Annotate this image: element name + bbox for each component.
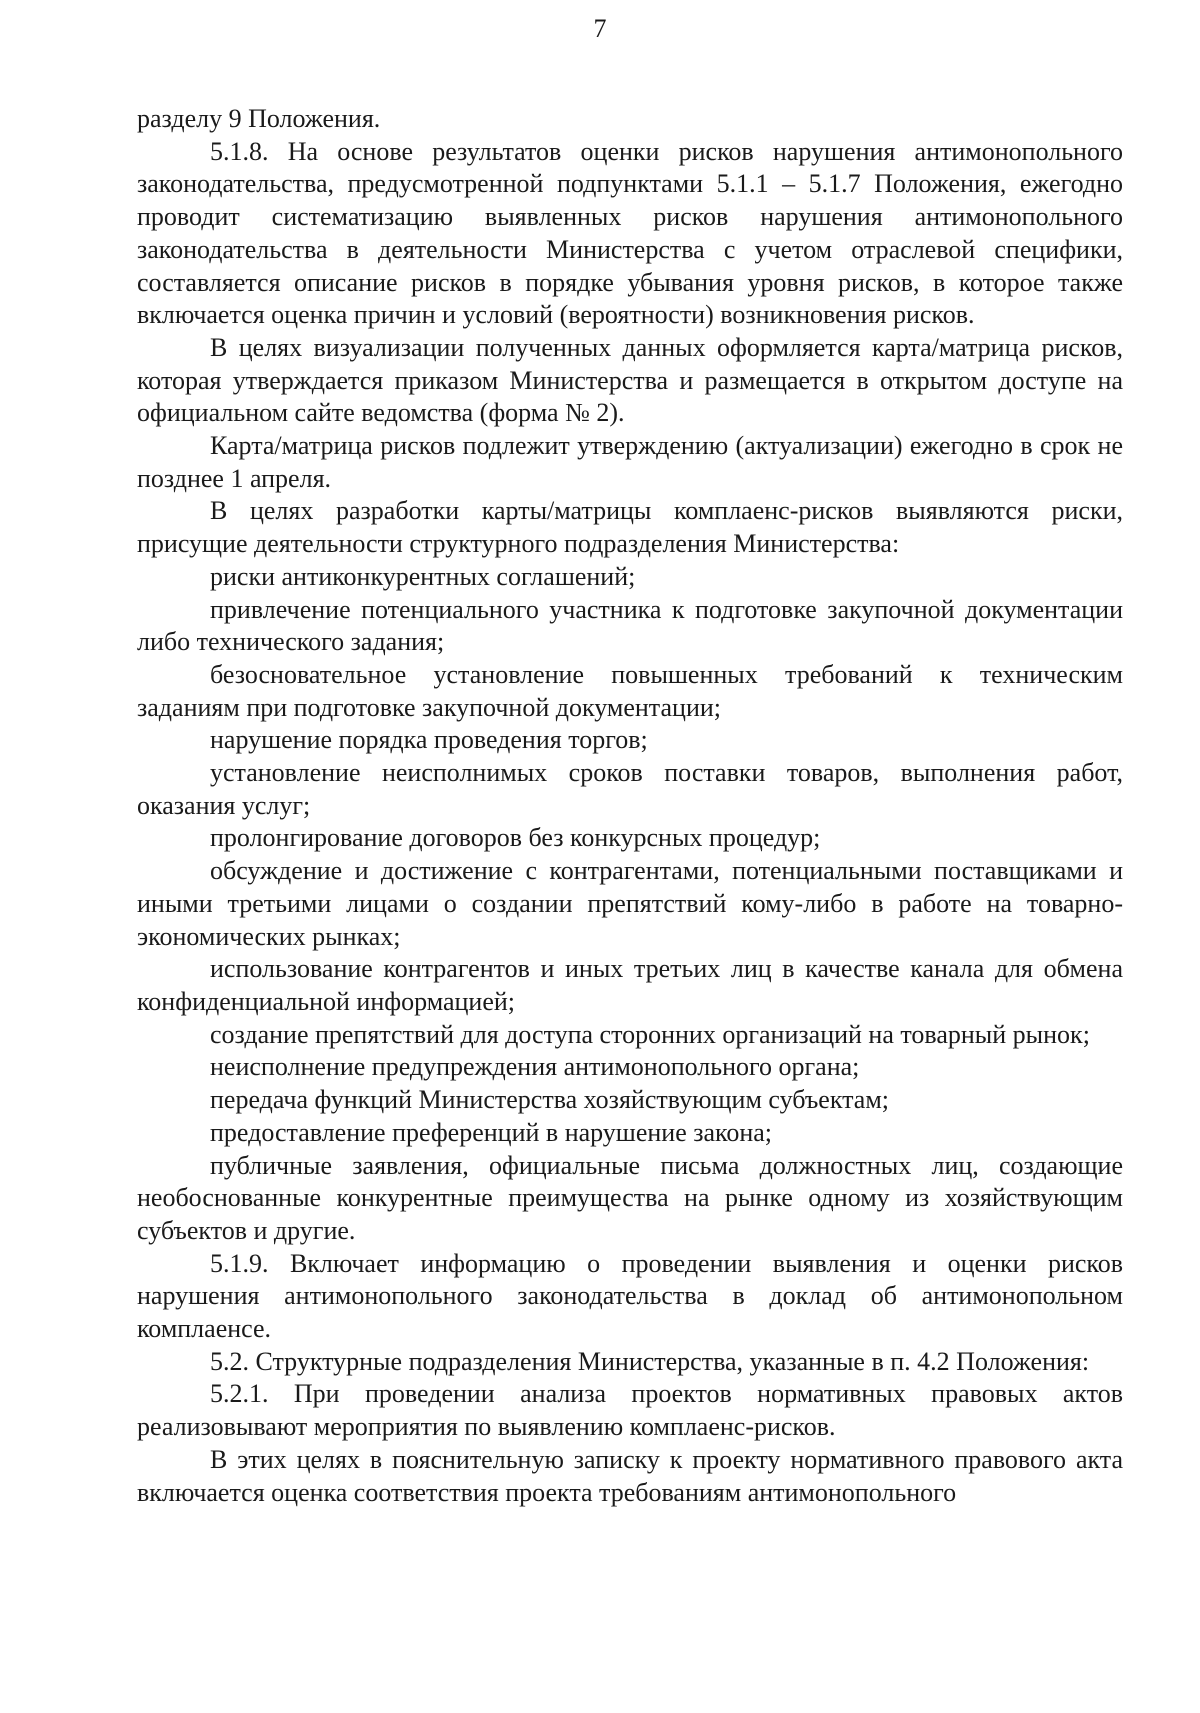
list-item: установление неисполнимых сроков поставки товаров, выполнения работ, оказания услуг; [137, 758, 1123, 820]
paragraph: 5.1.9. Включает информацию о проведении выявления и оценки рисков нарушения антимонопольного законодательства в доклад об антимонопольном комплаенсе. [137, 1248, 1123, 1344]
document-body [137, 103, 1123, 1509]
list-item: публичные заявления, официальные письма должностных лиц, создающие необоснованные конкурентные преимущества на рынке одному из хозяйствующим субъектов и другие. [137, 1150, 1123, 1245]
list-item: создание препятствий для доступа сторонних организаций на товарный рынок; [210, 1019, 1090, 1049]
paragraph: В целях разработки карты/матрицы комплаенс-рисков выявляются риски, присущие деятельности структурного подразделения Министерства: [137, 496, 1123, 559]
list-item: передача функций Министерства хозяйствующим субъектам; [210, 1085, 890, 1115]
list-item: риски антиконкурентных соглашений; [210, 561, 636, 591]
list-item: обсуждение и достижение с контрагентами, потенциальными поставщиками и иными третьими лицами о создании препятствий кому-либо в работе на товарно-экономических рынках; [137, 856, 1123, 951]
paragraph: 5.2. Структурные подразделения Министерства, указанные в п. 4.2 Положения: [210, 1346, 1090, 1376]
list-item: предоставление преференций в нарушение закона; [210, 1117, 773, 1147]
page-number: 7 [593, 14, 607, 43]
paragraph: В целях визуализации полученных данных оформляется карта/матрица рисков, которая утверждается приказом Министерства и размещается в открытом доступе на официальном сайте ведомства (форма № 2). [137, 332, 1123, 428]
list-item: безосновательное установление повышенных требований к техническим заданиям при подготовке закупочной документации; [137, 659, 1123, 722]
list-item: нарушение порядка проведения торгов; [210, 725, 648, 755]
paragraph: 5.1.8. На основе результатов оценки рисков нарушения антимонопольного законодательства, предусмотренной подпунктами 5.1.1 – 5.1.7 Положения, ежегодно проводит систематизацию выявленных рисков нарушения антимонопольного законодательства в деятельности Министерства с учетом отраслевой специфики, составляется описание рисков в порядке убывания уровня рисков, в которое также включается оценка причин и условий (вероятности) возникновения рисков. [137, 136, 1123, 330]
paragraph: 5.2.1. При проведении анализа проектов нормативных правовых актов реализовывают мероприятия по выявлению комплаенс-рисков. [137, 1379, 1123, 1442]
list-item: неисполнение предупреждения антимонопольного органа; [210, 1052, 860, 1082]
paragraph: Карта/матрица рисков подлежит утверждению (актуализации) ежегодно в срок не позднее 1 апреля. [137, 431, 1123, 493]
list-item: пролонгирование договоров без конкурсных процедур; [210, 823, 821, 853]
list-item: привлечение потенциального участника к подготовке закупочной документации либо технического задания; [137, 594, 1123, 657]
paragraph: разделу 9 Положения. [137, 104, 381, 133]
list-item: использование контрагентов и иных третьих лиц в качестве канала для обмена конфиденциальной информацией; [137, 954, 1123, 1016]
paragraph: В этих целях в пояснительную записку к проекту нормативного правового акта включается оценка соответствия проекта требованиям антимонопольного [137, 1444, 1123, 1507]
